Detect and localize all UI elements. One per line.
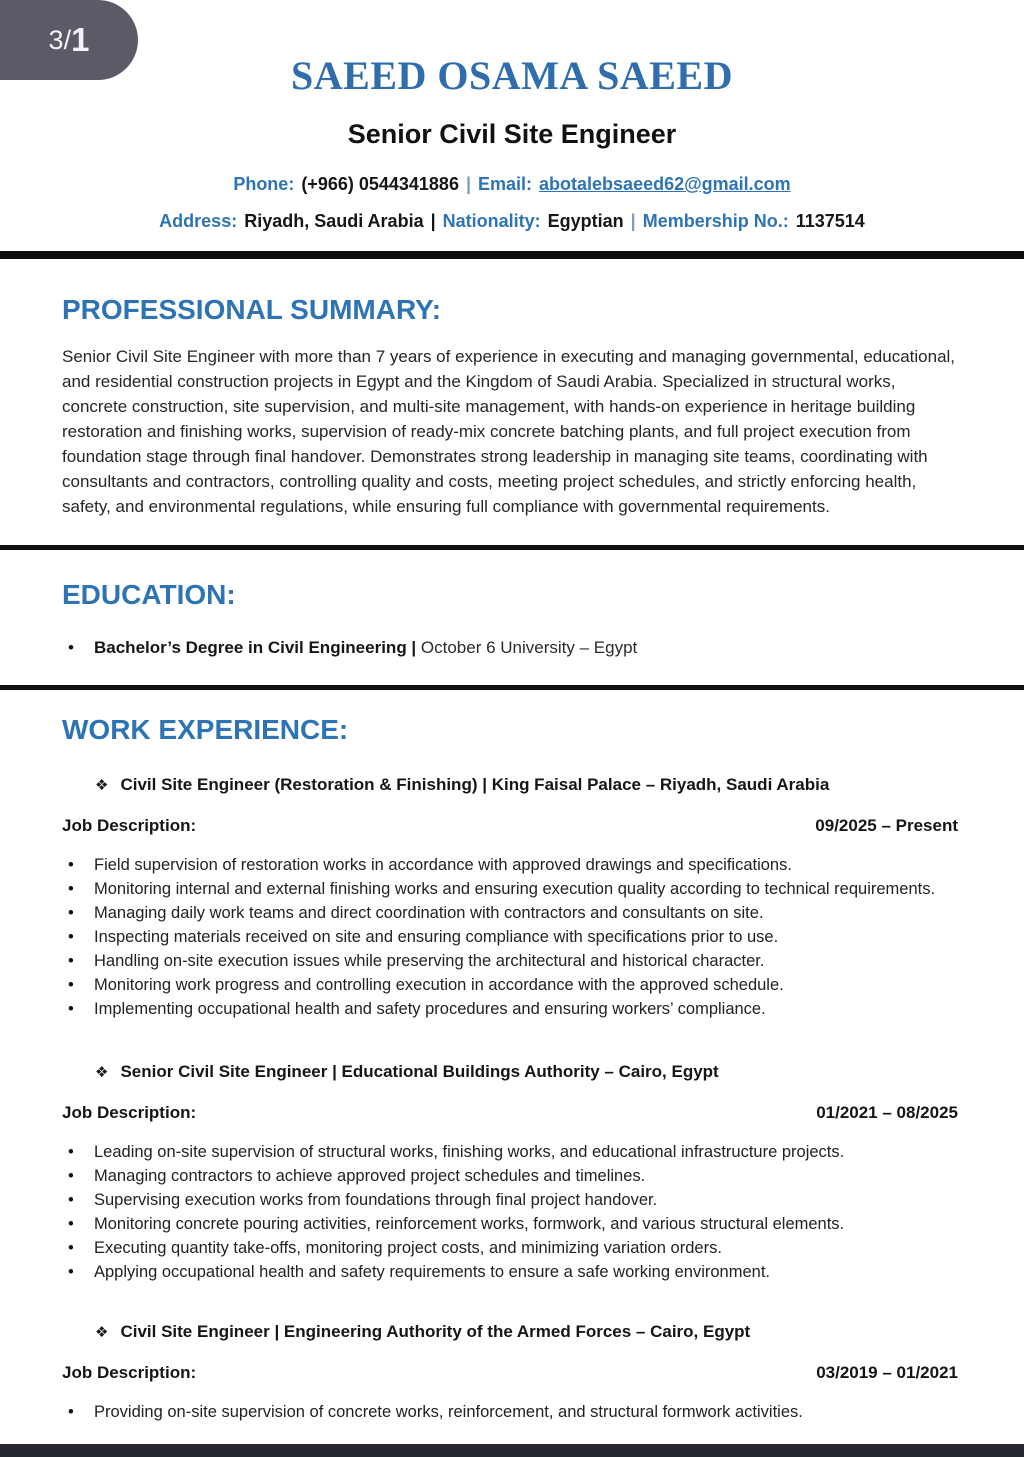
diamond-icon: ❖ — [95, 1323, 109, 1341]
summary-paragraph: Senior Civil Site Engineer with more than 7 years of experience in executing and managing governmental, educational, and residential construction projects in Egypt and the Kingdom of Saudi Arabia. Specialized in structural works, concrete construction, site supervision, and multi-site management, with hands-on experience in heritage building restoration and finishing works, supervision of ready-mix concrete batching plants, and full project execution from foundation stage through final handover. Demonstrates strong leadership in managing site teams, coordinating with consultants and contractors, controlling quality and costs, meeting project schedules, and strictly enforcing health, safety, and environmental regulations, while ensuring full compliance with governmental requirements. — [62, 347, 956, 516]
education-item — [62, 636, 958, 660]
diamond-icon: ❖ — [95, 1063, 109, 1081]
nationality-label: Nationality: — [442, 211, 541, 231]
diamond-icon: ❖ — [95, 776, 109, 794]
job-description-row — [62, 814, 958, 838]
email-link[interactable]: abotalebsaeed62@gmail.com — [539, 174, 791, 194]
job-description-label: Job Description: — [62, 816, 197, 835]
section-divider — [0, 545, 1024, 550]
education-heading: EDUCATION: — [62, 579, 236, 610]
page-number-prefix: 3/ — [48, 24, 72, 55]
job-bullet: • Monitoring internal and external finishing works and ensuring execution quality according to technical requirements. — [62, 877, 958, 901]
job-title-text: Senior Civil Site Engineer | Educational Buildings Authority – Cairo, Egypt — [120, 1062, 719, 1081]
work-experience-section — [0, 712, 1024, 1424]
job-bullet: • Leading on-site supervision of structural works, finishing works, and educational infrastructure projects. — [62, 1140, 958, 1164]
job-description-row — [62, 1361, 958, 1385]
email-label: Email: — [478, 174, 533, 194]
job-bullet: • Managing daily work teams and direct coordination with contractors and consultants on site. — [62, 901, 958, 925]
membership-value: 1137514 — [795, 211, 865, 231]
job-title-row — [62, 1060, 958, 1084]
header-divider — [0, 251, 1024, 259]
job-period: 01/2021 – 08/2025 — [816, 1103, 958, 1122]
job-bullet: • Monitoring work progress and controlling execution in accordance with the approved schedule. — [62, 973, 958, 997]
job-bullet: • Managing contractors to achieve approved project schedules and timelines. — [62, 1164, 958, 1188]
job-title-text: Civil Site Engineer | Engineering Authority of the Armed Forces – Cairo, Egypt — [120, 1322, 751, 1341]
phone-label: Phone: — [233, 174, 295, 194]
contact-line-2 — [0, 209, 1024, 233]
job-bullet: • Implementing occupational health and safety procedures and ensuring workers’ compliance. — [62, 997, 958, 1021]
address-value: Riyadh, Saudi Arabia — [244, 211, 424, 231]
separator: | — [465, 174, 471, 194]
address-label: Address: — [159, 211, 238, 231]
candidate-title: Senior Civil Site Engineer — [347, 119, 677, 149]
summary-heading: PROFESSIONAL SUMMARY: — [62, 294, 442, 325]
job-bullet: • Field supervision of restoration works in accordance with approved drawings and specifications. — [62, 853, 958, 877]
separator: | — [430, 211, 436, 231]
candidate-name: SAEED OSAMA SAEED — [291, 53, 733, 98]
job-entry — [62, 1060, 958, 1284]
job-bullet: • Monitoring concrete pouring activities, reinforcement works, formwork, and various structural elements. — [62, 1212, 958, 1236]
degree-university: October 6 University – Egypt — [420, 638, 638, 657]
footer-divider — [0, 1444, 1024, 1457]
contact-line-1 — [0, 172, 1024, 196]
job-bullet: • Applying occupational health and safety requirements to ensure a safe working environment. — [62, 1260, 958, 1284]
job-title-row — [62, 773, 958, 797]
separator: | — [630, 211, 636, 231]
resume-body — [0, 292, 1024, 519]
job-period: 03/2019 – 01/2021 — [816, 1363, 958, 1382]
job-bullet: • Inspecting materials received on site and ensuring compliance with specifications prior to use. — [62, 925, 958, 949]
degree-name: Bachelor’s Degree in Civil Engineering | — [94, 638, 421, 657]
job-description-label: Job Description: — [62, 1363, 197, 1382]
job-bullet: • Supervising execution works from foundations through final project handover. — [62, 1188, 958, 1212]
job-bullet-list — [62, 1400, 958, 1424]
phone-value: (+966) 0544341886 — [301, 174, 459, 194]
job-description-row — [62, 1101, 958, 1125]
page-number-value: 1 — [71, 21, 90, 58]
work-experience-heading: WORK EXPERIENCE: — [62, 714, 349, 745]
job-bullet-list — [62, 853, 958, 1021]
job-bullet: • Handling on-site execution issues while preserving the architectural and historical character. — [62, 949, 958, 973]
job-title-text: Civil Site Engineer (Restoration & Finishing) | King Faisal Palace – Riyadh, Saudi Arabia — [120, 775, 830, 794]
job-bullet-list — [62, 1140, 958, 1284]
job-bullet: • Providing on-site supervision of concrete works, reinforcement, and structural formwork activities. — [62, 1400, 958, 1424]
membership-label: Membership No.: — [642, 211, 789, 231]
page-number-badge — [0, 0, 138, 80]
job-entry — [62, 773, 958, 1021]
section-divider — [0, 685, 1024, 690]
job-bullet: • Executing quantity take-offs, monitoring project costs, and minimizing variation orders. — [62, 1236, 958, 1260]
education-section — [0, 577, 1024, 660]
nationality-value: Egyptian — [547, 211, 624, 231]
job-description-label: Job Description: — [62, 1103, 197, 1122]
job-period: 09/2025 – Present — [815, 816, 958, 835]
job-entry — [62, 1320, 958, 1424]
job-title-row — [62, 1320, 958, 1344]
